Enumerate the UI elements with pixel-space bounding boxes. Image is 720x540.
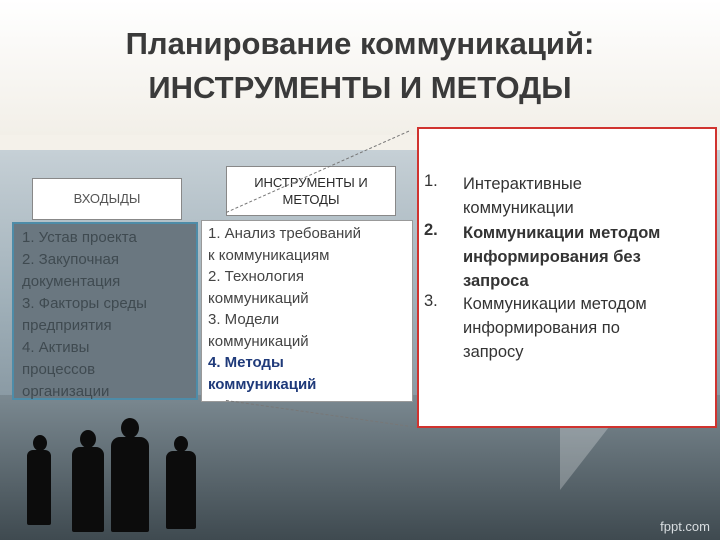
method-line: коммуникации	[463, 199, 574, 217]
list-item: 3. Факторы среды	[22, 295, 147, 312]
method-line: информирования по	[463, 319, 620, 337]
tools-list	[201, 220, 413, 402]
method-number: 2.	[424, 221, 438, 239]
method-text	[463, 292, 647, 364]
tools-header: ИНСТРУМЕНТЫ И МЕТОДЫ	[226, 166, 396, 216]
list-item: коммуникаций	[208, 289, 309, 307]
method-line: Интерактивные	[463, 175, 582, 193]
method-number: 3.	[424, 292, 438, 310]
method-number: 1.	[424, 172, 438, 190]
method-text	[463, 221, 660, 293]
list-item-highlight: коммуникаций	[208, 375, 317, 393]
list-item: организации	[22, 383, 110, 400]
footer-brand: fppt.com	[660, 519, 710, 534]
slide-title	[0, 22, 720, 110]
list-item: 2. Закупочная	[22, 251, 120, 268]
title-line-1: Планирование коммуникаций:	[125, 26, 595, 61]
inputs-header: ВХОДЫДЫ	[32, 178, 182, 220]
list-item: к коммуникациям	[208, 246, 330, 264]
inputs-list	[12, 222, 198, 400]
list-item: 2. Технология	[208, 268, 305, 285]
method-line: запроса	[463, 272, 529, 290]
list-item: процессов	[22, 361, 96, 378]
list-item: коммуникаций	[208, 332, 309, 350]
list-item: 3. Модели	[208, 311, 280, 328]
method-line: запросу	[463, 343, 524, 361]
list-item: предприятия	[22, 317, 112, 334]
list-item: документация	[22, 273, 121, 290]
method-line: Коммуникации методом	[463, 224, 661, 242]
list-item: 1. Устав проекта	[22, 229, 137, 246]
list-item-highlight: 4. Методы	[208, 354, 284, 371]
method-line: информирования без	[463, 248, 641, 266]
list-item: 4. Активы	[22, 339, 90, 356]
method-line: Коммуникации методом	[463, 295, 647, 313]
list-item: 1. Анализ требований	[208, 225, 361, 242]
method-text	[463, 172, 582, 220]
title-line-2: ИНСТРУМЕНТЫ И МЕТОДЫ	[148, 70, 572, 105]
